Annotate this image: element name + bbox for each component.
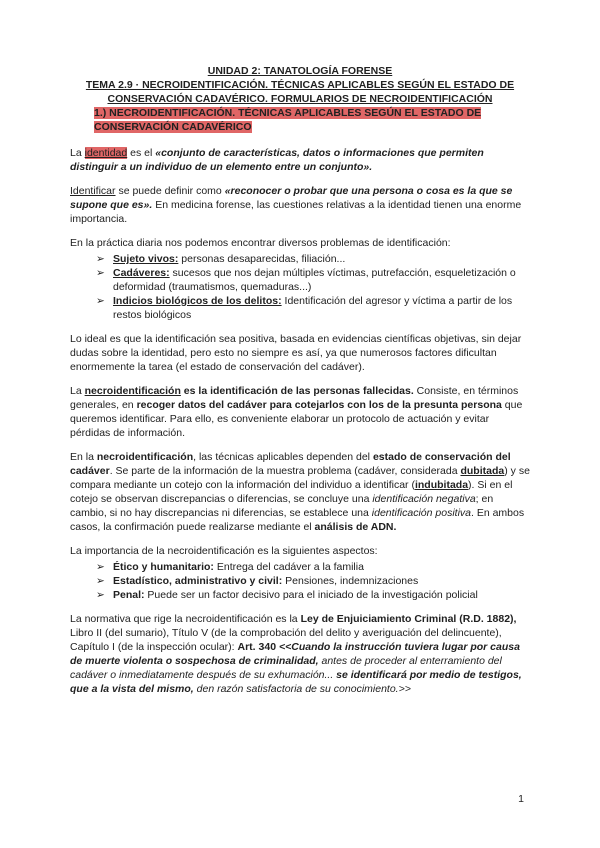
bullet-list (96, 252, 530, 322)
bullet-text (113, 574, 530, 588)
list-item (96, 252, 530, 266)
page-number: 1 (518, 793, 524, 805)
text-run: den razón satisfactoria de su conocimiento.>> (193, 683, 411, 695)
text-run: Identificación del agresor y víctima a partir de los restos biológicos (113, 295, 513, 321)
text-run: identificación positiva (371, 507, 471, 519)
paragraph (70, 612, 530, 696)
text-run: identificación negativa (372, 493, 476, 505)
text-run: << (276, 641, 292, 653)
bullet-arrow-icon: ➢ (96, 295, 105, 307)
text-run: La importancia de la necroidentificación es la siguientes aspectos: (70, 545, 378, 557)
paragraph (70, 184, 530, 226)
text-run: «conjunto de características, datos o informaciones que permiten distinguir a un individuo de un elemento entre un conjunto». (70, 147, 484, 173)
text-run: Pensiones, indemnizaciones (282, 575, 419, 587)
text-run: necroidentificación (84, 385, 181, 397)
text-run: sucesos que nos dejan múltiples víctimas, putrefacción, esqueletización o deformidad (traumatismos, quemaduras...) (113, 267, 516, 293)
paragraph (70, 384, 530, 440)
text-run: Ético y humanitario: (113, 561, 214, 573)
list-item (96, 560, 530, 574)
text-run: recoger datos del cadáver para cotejarlos con los de la presunta persona (136, 399, 502, 411)
text-run: antes de proceder al enterramiento del cadáver o inmediatamente después de su exhumación... (70, 655, 502, 681)
text-run: necroidentificación (96, 451, 194, 463)
text-run: Cuando la instrucción tuviera lugar por causa de muerte violenta o sospechosa de criminalidad, (70, 641, 520, 667)
paragraph (70, 332, 530, 374)
bullet-text (113, 560, 530, 574)
text-run: análisis de ADN. (314, 521, 397, 533)
text-run: es la identificación de las personas fallecidas. (180, 385, 414, 397)
document-subtitle (70, 78, 530, 106)
text-run: En la práctica diaria nos podemos encontrar diversos problemas de identificación: (70, 237, 451, 249)
text-run: personas desaparecidas, filiación... (178, 253, 346, 265)
text-run: . En ambos casos, la confirmación puede realizarse mediante el (70, 507, 525, 533)
text-run: que queremos identificar. Para ello, es conveniente elaborar un protocolo de actuación y evitar pérdidas de información. (70, 399, 523, 439)
text-run: , las técnicas aplicables dependen del (193, 451, 373, 463)
text-run: se identificará por medio de testigos, que a la vista del mismo, (70, 669, 522, 695)
text-run: identidad (84, 147, 128, 159)
bullet-list (96, 560, 530, 602)
text-run: Identificar (70, 185, 116, 197)
text-run: Estadístico, administrativo y civil: (113, 575, 283, 587)
list-item (96, 266, 530, 294)
text-run: Sujeto vivos: (113, 253, 179, 265)
text-run: Cadáveres: (113, 267, 170, 279)
text-run: «reconocer o probar que una persona o cosa es la que se supone que es». (70, 185, 513, 211)
text-run: La normativa que rige la necroidentificación es la (70, 613, 301, 625)
document-title (70, 64, 530, 78)
text-run: Puede ser un factor decisivo para el iniciado de la investigación policial (144, 589, 478, 601)
text-run: Indicios biológicos de los delitos: (113, 295, 282, 307)
bullet-arrow-icon: ➢ (96, 561, 105, 573)
text-run: Art. 340 (237, 641, 277, 653)
text-run: Penal: (113, 589, 145, 601)
bullet-arrow-icon: ➢ (96, 575, 105, 587)
text-run: indubitada (414, 479, 469, 491)
text-run: UNIDAD 2: TANATOLOGÍA FORENSE (207, 65, 393, 77)
text-run: ). Si en el cotejo se observan discrepancias o diferencias, se concluye una (70, 479, 513, 505)
list-item (96, 294, 530, 322)
text-run: TEMA 2.9 · NECROIDENTIFICACIÓN. TÉCNICAS APLICABLES SEGÚN EL ESTADO DE CONSERVACIÓN CADAVÉRICO. FORMULARIOS DE NECROIDENTIFICACIÓN (85, 79, 515, 105)
bullet-text (113, 266, 530, 294)
text-run: ; en cambio, si no hay discrepancias ni diferencias, se establece una (70, 493, 494, 519)
bullet-arrow-icon: ➢ (96, 589, 105, 601)
section-heading (94, 106, 530, 134)
paragraph (70, 544, 530, 558)
bullet-arrow-icon: ➢ (96, 253, 105, 265)
paragraph (70, 236, 530, 250)
text-run: 1.) NECROIDENTIFICACIÓN. TÉCNICAS APLICABLES SEGÚN EL ESTADO DE CONSERVACIÓN CADAVÉRICO (94, 107, 482, 133)
text-run: En la (70, 451, 97, 463)
text-run: se puede definir como (115, 185, 225, 197)
text-run: Lo ideal es que la identificación sea positiva, basada en evidencias científicas objetivas, sin dejar dudas sobre la identidad, pero esto no siempre es así, ya que numerosos factores dificultan enormemente la tarea (el estado de conservación del cadáver). (70, 333, 522, 373)
text-run: dubitada (460, 465, 505, 477)
paragraph (70, 450, 530, 534)
bullet-text (113, 588, 530, 602)
text-run: Libro II (del sumario), Título V (de la comprobación del delito y averiguación del delincuente), Capítulo I (de la inspección ocular): (70, 627, 502, 653)
text-run: Entrega del cadáver a la familia (213, 561, 364, 573)
text-run: La (70, 385, 85, 397)
text-run: ) y se compara mediante un cotejo con la información del individuo a identificar ( (70, 465, 530, 491)
text-run: . Se parte de la información de la muestra problema (cadáver, considerada (109, 465, 461, 477)
bullet-arrow-icon: ➢ (96, 267, 105, 279)
text-run: La (70, 147, 85, 159)
list-item (96, 574, 530, 588)
text-run: En medicina forense, las cuestiones relativas a la identidad tienen una enorme importancia. (70, 199, 522, 225)
text-run: Consiste, en términos generales, en (70, 385, 519, 411)
text-run: estado de conservación del cadáver (70, 451, 511, 477)
list-item (96, 588, 530, 602)
text-run: Ley de Enjuiciamiento Criminal (R.D. 1882), (300, 613, 517, 625)
text-run: es el (127, 147, 156, 159)
paragraph (70, 146, 530, 174)
bullet-text (113, 294, 530, 322)
bullet-text (113, 252, 530, 266)
document-content (70, 64, 530, 696)
